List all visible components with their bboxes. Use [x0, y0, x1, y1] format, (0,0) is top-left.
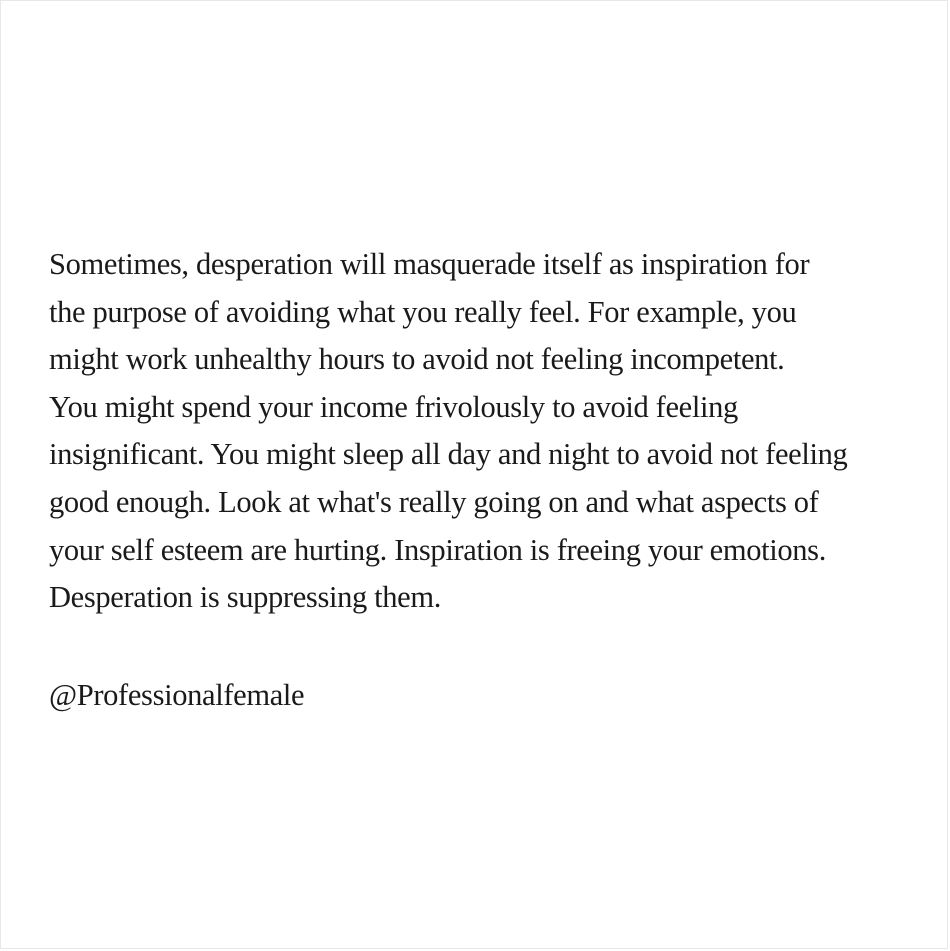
quote-line: You might spend your income frivolously to avoid feeling [49, 389, 738, 424]
quote-line: your self esteem are hurting. Inspiration is freeing your emotions. [49, 532, 826, 567]
quote-line: insignificant. You might sleep all day and night to avoid not feeling [49, 437, 848, 472]
quote-line: Sometimes, desperation will masquerade itself as inspiration for [49, 247, 810, 281]
quote-line: the purpose of avoiding what you really feel. For example, you [49, 294, 797, 329]
quote-line: good enough. Look at what's really going on and what aspects of [49, 484, 819, 519]
author-handle: @Professionalfemale [49, 678, 305, 712]
quote-line: might work unhealthy hours to avoid not feeling incompetent. [49, 342, 785, 377]
quote-text [49, 241, 929, 622]
quote-line: Desperation is suppressing them. [49, 580, 442, 615]
